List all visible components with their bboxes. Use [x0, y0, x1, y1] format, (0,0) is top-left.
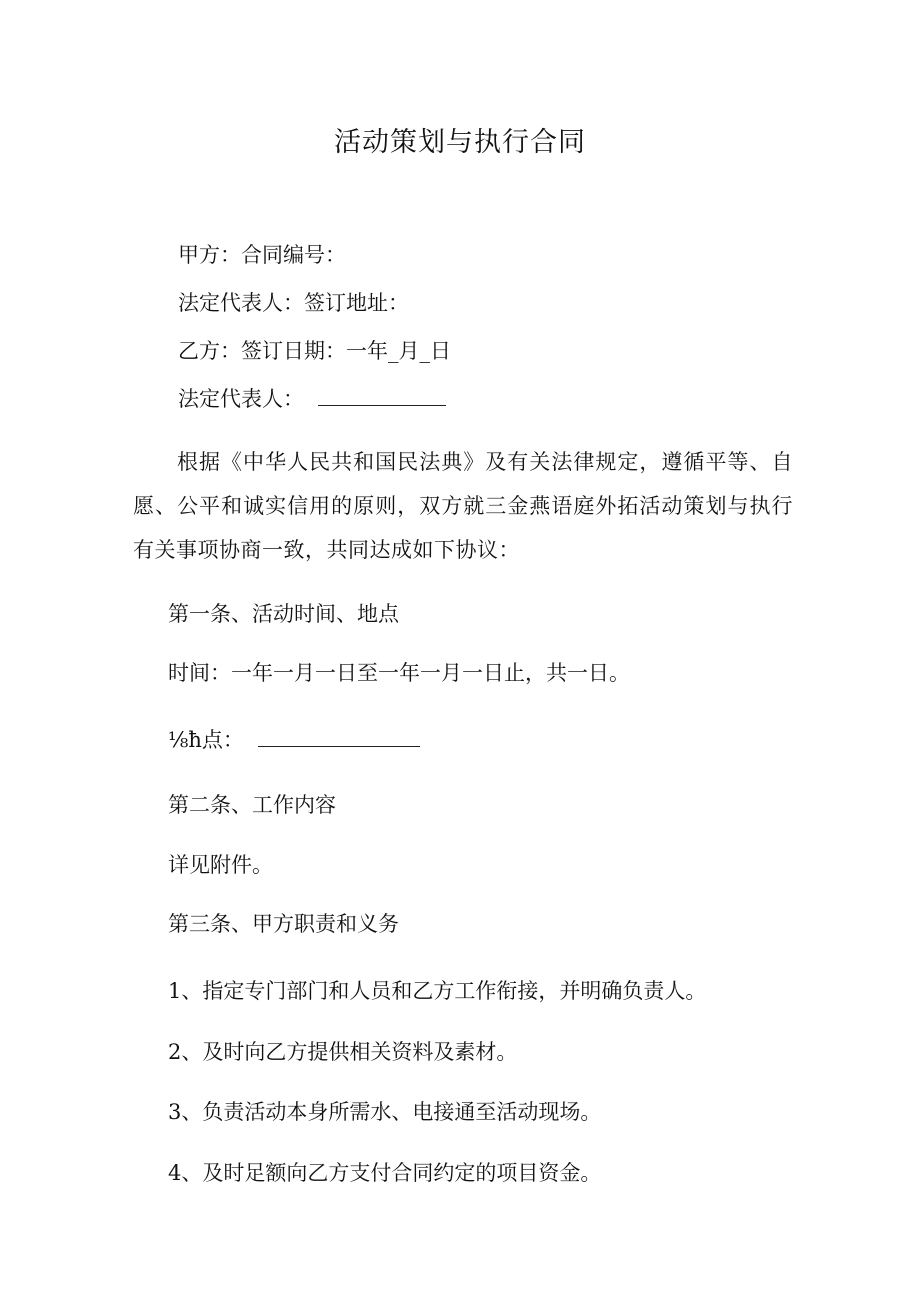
article3-heading: 第三条、甲方职责和义务	[168, 912, 399, 936]
place-blank[interactable]	[258, 728, 420, 747]
article3-item-2: 2、及时向乙方提供相关资料及素材。	[168, 1040, 518, 1064]
document-title: 活动策划与执行合同	[334, 127, 586, 158]
article3-item-4: 4、及时足额向乙方支付合同约定的项目资金。	[168, 1161, 602, 1185]
article1-place-line	[168, 725, 420, 755]
party-a-line: 甲方：合同编号：	[178, 243, 346, 267]
article1-heading: 第一条、活动时间、地点	[168, 602, 399, 626]
article2-heading: 第二条、工作内容	[168, 793, 336, 817]
place-label: ⅛ħ点：	[168, 728, 244, 752]
article3-item-1: 1、指定专门部门和人员和乙方工作衔接，并明确负责人。	[168, 979, 707, 1003]
preamble-paragraph: 根据《中华人民共和国民法典》及有关法律规定，遵循平等、自愿、公平和诚实信用的原则，双方就三金燕语庭外拓活动策划与执行有关事项协商一致，共同达成如下协议：	[133, 450, 793, 562]
article1-time-line: 时间：一年一月一日至一年一月一日止，共一日。	[168, 661, 630, 685]
party-b-date-line: 乙方：签订日期：一年_月_日	[178, 339, 451, 363]
legal-rep-label: 法定代表人：	[178, 387, 304, 411]
legal-rep-blank[interactable]	[318, 387, 446, 406]
article2-body: 详见附件。	[168, 853, 273, 877]
article3-item-3: 3、负责活动本身所需水、电接通至活动现场。	[168, 1100, 602, 1124]
legal-rep-line	[178, 384, 446, 414]
legal-rep-address-line: 法定代表人：签订地址：	[178, 291, 409, 315]
